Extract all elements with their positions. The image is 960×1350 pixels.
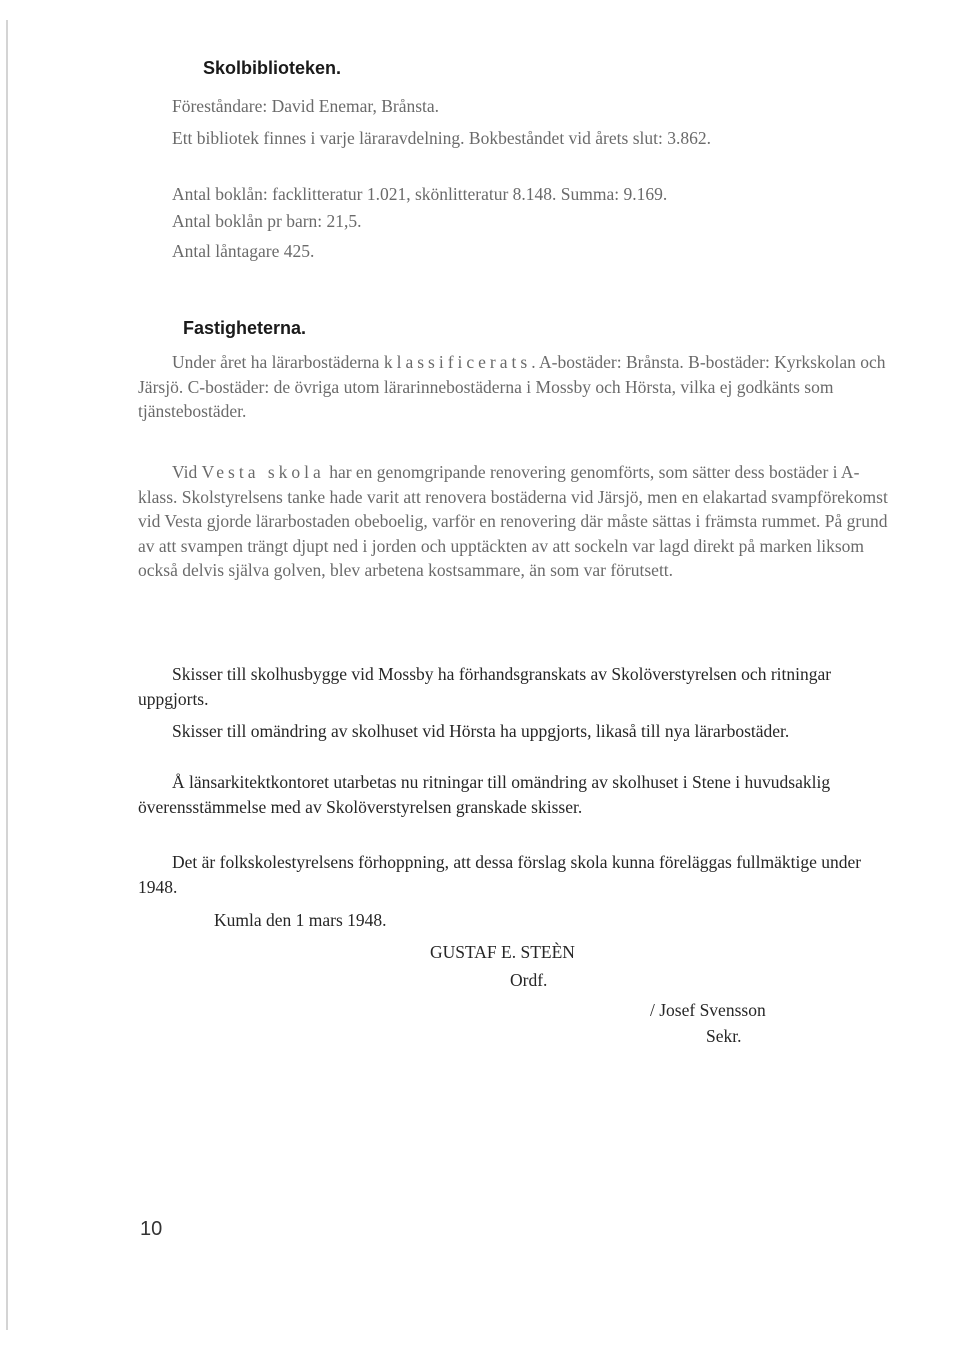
library-loans-per-child-line: Antal boklån pr barn: 21,5. [172, 211, 362, 231]
properties-paragraph-4: Skisser till omändring av skolhuset vid Hörsta ha uppgjorts, likaså till nya lärarbostäder. [172, 721, 790, 741]
properties-paragraph-1: Under året ha lärarbostäderna klassificerats. A-bostäder: Brånsta. B-bostäder: Kyrkskolan och Järsjö. C-bostäder: de övriga utom lärarinnebostäderna i Mossby och Hörsta, vilka ej godkänts som tjänstebostäder. [138, 352, 886, 422]
signer-chairman-name: GUSTAF E. STEÈN [430, 942, 575, 962]
properties-paragraph-2: Vid Vesta skola har en genomgripande renovering genomförts, som sätter dess bostäder i A-klass. Skolstyrelsens tanke hade varit att renovera bostäderna vid Järsjö, men en elakartad svampförekomst vid Vesta gjorde lärarbostaden obeboelig, varför en renovering där måste sättas i främsta rummet. På grund av att svampen trängt djupt ned i jorden och upptäckten av att sockeln var lagd direkt på marken liksom också delvis själva golven, blev arbetena kostsammare, än som var förutsett. [138, 462, 888, 581]
library-borrowers-line: Antal låntagare 425. [172, 241, 315, 261]
library-loans-line: Antal boklån: facklitteratur 1.021, skönlitteratur 8.148. Summa: 9.169. [172, 184, 668, 204]
properties-heading: Fastigheterna. [183, 318, 307, 338]
library-manager-line: Föreståndare: David Enemar, Brånsta. [172, 96, 440, 116]
library-holdings-line: Ett bibliotek finnes i varje läraravdelning. Bokbeståndet vid årets slut: 3.862. [172, 128, 711, 148]
scan-border [6, 20, 8, 1330]
signer-chairman-title: Ordf. [510, 970, 548, 990]
signer-secretary-title: Sekr. [706, 1026, 742, 1046]
library-heading: Skolbiblioteken. [203, 58, 342, 78]
properties-paragraph-6: Det är folkskolestyrelsens förhoppning, att dessa förslag skola kunna föreläggas fullmäktige under 1948. [138, 852, 862, 897]
properties-paragraph-5: Å länsarkitektkontoret utarbetas nu ritningar till omändring av skolhuset i Stene i huvudsaklig överensstämmelse med av Skolöverstyrelsen granskade skisser. [138, 772, 831, 817]
page-number: 10 [140, 1218, 163, 1240]
signer-secretary-name: / Josef Svensson [650, 1000, 766, 1020]
properties-paragraph-3: Skisser till skolhusbygge vid Mossby ha förhandsgranskats av Skolöverstyrelsen och ritningar uppgjorts. [138, 664, 832, 709]
place-date: Kumla den 1 mars 1948. [214, 910, 387, 930]
